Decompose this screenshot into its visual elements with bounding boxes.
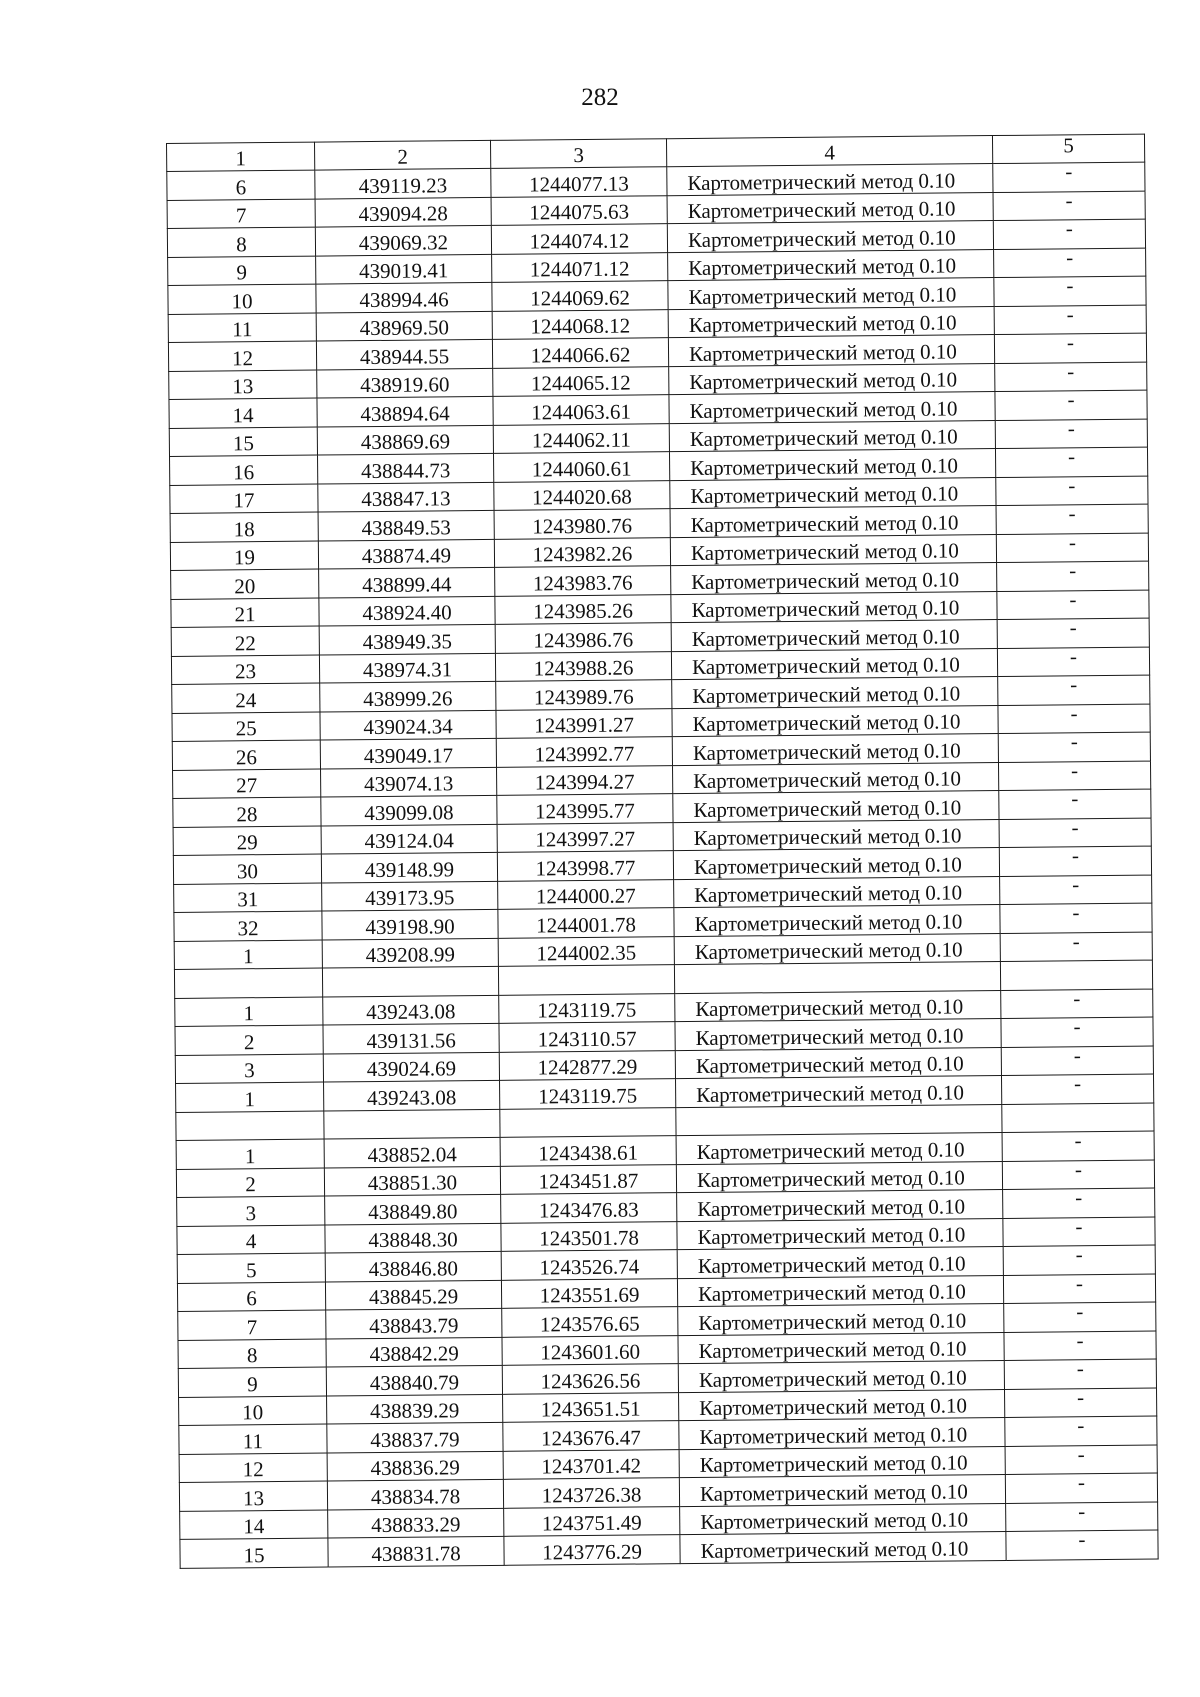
y-coordinate-cell — [498, 965, 674, 995]
y-coordinate-cell: 1243119.75 — [499, 993, 675, 1023]
method-cell: Картометрический метод 0.10 — [678, 1332, 1004, 1364]
y-coordinate-cell — [500, 1107, 676, 1137]
point-number-cell: 14 — [180, 1510, 328, 1540]
method-cell: Картометрический метод 0.10 — [668, 306, 994, 338]
note-cell: - — [1004, 1331, 1156, 1361]
point-number-cell: 28 — [173, 797, 321, 827]
x-coordinate-cell: 438846.80 — [325, 1251, 501, 1281]
method-cell: Картометрический метод 0.10 — [674, 933, 1000, 965]
method-cell: Картометрический метод 0.10 — [673, 848, 999, 880]
point-number-cell — [174, 968, 322, 998]
x-coordinate-cell: 438899.44 — [319, 567, 495, 597]
method-cell — [676, 1104, 1002, 1136]
point-number-cell: 1 — [176, 1139, 324, 1169]
note-cell: - — [1005, 1445, 1157, 1475]
column-header: 3 — [490, 139, 666, 169]
x-coordinate-cell: 438839.29 — [327, 1394, 503, 1424]
y-coordinate-cell: 1244002.35 — [498, 936, 674, 966]
note-cell: - — [1005, 1416, 1157, 1446]
x-coordinate-cell — [324, 1109, 500, 1139]
x-coordinate-cell: 439148.99 — [321, 852, 497, 882]
x-coordinate-cell: 438834.78 — [327, 1479, 503, 1509]
note-cell: - — [1004, 1359, 1156, 1389]
note-cell: - — [996, 504, 1148, 534]
x-coordinate-cell: 438874.49 — [318, 539, 494, 569]
column-header: 1 — [167, 142, 315, 171]
y-coordinate-cell: 1244062.11 — [493, 423, 669, 453]
note-cell: - — [1000, 875, 1152, 905]
point-number-cell: 6 — [167, 170, 315, 200]
note-cell: - — [997, 647, 1149, 677]
point-number-cell: 3 — [177, 1196, 325, 1226]
x-coordinate-cell: 439049.17 — [320, 738, 496, 768]
x-coordinate-cell: 439094.28 — [315, 197, 491, 227]
x-coordinate-cell: 438851.30 — [324, 1166, 500, 1196]
note-cell: - — [995, 390, 1147, 420]
point-number-cell: 1 — [174, 940, 322, 970]
note-cell: - — [993, 162, 1145, 192]
method-cell: Картометрический метод 0.10 — [679, 1446, 1005, 1478]
point-number-cell: 30 — [173, 854, 321, 884]
point-number-cell: 17 — [170, 484, 318, 514]
x-coordinate-cell: 439131.56 — [323, 1023, 499, 1053]
method-cell: Картометрический метод 0.10 — [674, 876, 1000, 908]
note-cell: - — [1001, 1046, 1153, 1076]
x-coordinate-cell: 439099.08 — [321, 795, 497, 825]
note-cell: - — [998, 675, 1150, 705]
y-coordinate-cell: 1244065.12 — [493, 366, 669, 396]
point-number-cell: 29 — [173, 826, 321, 856]
note-cell: - — [993, 219, 1145, 249]
x-coordinate-cell: 438849.53 — [318, 510, 494, 540]
point-number-cell: 27 — [173, 769, 321, 799]
point-number-cell: 14 — [169, 398, 317, 428]
x-coordinate-cell: 438831.78 — [328, 1536, 504, 1566]
note-cell: - — [994, 248, 1146, 278]
note-cell: - — [993, 191, 1145, 221]
method-cell: Картометрический метод 0.10 — [679, 1418, 1005, 1450]
point-number-cell: 24 — [172, 683, 320, 713]
point-number-cell: 15 — [169, 427, 317, 457]
x-coordinate-cell: 439243.08 — [323, 995, 499, 1025]
note-cell: - — [999, 818, 1151, 848]
y-coordinate-cell: 1243776.29 — [504, 1535, 680, 1565]
note-cell: - — [996, 533, 1148, 563]
y-coordinate-cell: 1243110.57 — [499, 1022, 675, 1052]
y-coordinate-cell: 1243451.87 — [500, 1164, 676, 1194]
point-number-cell: 7 — [167, 199, 315, 229]
note-cell: - — [994, 305, 1146, 335]
method-cell: Картометрический метод 0.10 — [677, 1218, 1003, 1250]
column-header: 4 — [666, 136, 992, 167]
point-number-cell: 2 — [175, 1025, 323, 1055]
method-cell: Картометрический метод 0.10 — [677, 1190, 1003, 1222]
method-cell: Картометрический метод 0.10 — [677, 1275, 1003, 1307]
y-coordinate-cell: 1244020.68 — [494, 480, 670, 510]
y-coordinate-cell: 1242877.29 — [499, 1050, 675, 1080]
point-number-cell: 20 — [171, 569, 319, 599]
method-cell: Картометрический метод 0.10 — [679, 1475, 1005, 1507]
note-cell: - — [1002, 1131, 1154, 1161]
point-number-cell: 12 — [179, 1453, 327, 1483]
y-coordinate-cell: 1243551.69 — [501, 1278, 677, 1308]
y-coordinate-cell: 1244074.12 — [491, 224, 667, 254]
method-cell: Картометрический метод 0.10 — [671, 648, 997, 680]
y-coordinate-cell: 1243988.26 — [495, 651, 671, 681]
x-coordinate-cell: 439019.41 — [316, 254, 492, 284]
y-coordinate-cell: 1243992.77 — [496, 737, 672, 767]
y-coordinate-cell: 1243438.61 — [500, 1136, 676, 1166]
y-coordinate-cell: 1244071.12 — [492, 252, 668, 282]
y-coordinate-cell: 1243576.65 — [502, 1307, 678, 1337]
method-cell: Картометрический метод 0.10 — [670, 534, 996, 566]
x-coordinate-cell: 438944.55 — [316, 339, 492, 369]
method-cell: Картометрический метод 0.10 — [676, 1076, 1002, 1108]
y-coordinate-cell: 1243991.27 — [496, 708, 672, 738]
method-cell — [674, 962, 1000, 994]
point-number-cell: 11 — [179, 1424, 327, 1454]
point-number-cell: 5 — [177, 1253, 325, 1283]
method-cell: Картометрический метод 0.10 — [674, 905, 1000, 937]
x-coordinate-cell: 438919.60 — [317, 368, 493, 398]
method-cell: Картометрический метод 0.10 — [676, 1161, 1002, 1193]
method-cell: Картометрический метод 0.10 — [669, 392, 995, 424]
x-coordinate-cell: 438924.40 — [319, 596, 495, 626]
x-coordinate-cell: 439069.32 — [315, 225, 491, 255]
point-number-cell: 13 — [169, 370, 317, 400]
note-cell: - — [995, 419, 1147, 449]
point-number-cell: 16 — [170, 455, 318, 485]
method-cell: Картометрический метод 0.10 — [667, 192, 993, 224]
y-coordinate-cell: 1244000.27 — [498, 879, 674, 909]
y-coordinate-cell: 1244066.62 — [492, 338, 668, 368]
point-number-cell: 2 — [176, 1168, 324, 1198]
method-cell: Картометрический метод 0.10 — [668, 335, 994, 367]
x-coordinate-cell: 438844.73 — [318, 453, 494, 483]
note-cell: - — [1006, 1502, 1158, 1532]
y-coordinate-cell: 1244069.62 — [492, 281, 668, 311]
point-number-cell: 1 — [176, 1082, 324, 1112]
note-cell: - — [998, 761, 1150, 791]
method-cell: Картометрический метод 0.10 — [678, 1361, 1004, 1393]
note-cell: - — [1001, 989, 1153, 1019]
method-cell: Картометрический метод 0.10 — [673, 791, 999, 823]
point-number-cell: 7 — [178, 1310, 326, 1340]
coordinates-sheet — [166, 134, 1158, 1569]
y-coordinate-cell: 1243989.76 — [496, 680, 672, 710]
note-cell: - — [997, 590, 1149, 620]
x-coordinate-cell: 439024.69 — [323, 1052, 499, 1082]
y-coordinate-cell: 1243701.42 — [503, 1449, 679, 1479]
method-cell: Картометрический метод 0.10 — [672, 677, 998, 709]
point-number-cell: 31 — [174, 883, 322, 913]
note-cell: - — [1001, 1017, 1153, 1047]
note-cell: - — [1006, 1530, 1158, 1560]
y-coordinate-cell: 1243986.76 — [495, 623, 671, 653]
method-cell: Картометрический метод 0.10 — [671, 591, 997, 623]
x-coordinate-cell: 439124.04 — [321, 824, 497, 854]
column-header: 5 — [992, 134, 1144, 163]
y-coordinate-cell: 1243476.83 — [501, 1193, 677, 1223]
note-cell: - — [1003, 1245, 1155, 1275]
point-number-cell: 23 — [171, 655, 319, 685]
method-cell: Картометрический метод 0.10 — [675, 1047, 1001, 1079]
method-cell: Картометрический метод 0.10 — [671, 620, 997, 652]
point-number-cell — [176, 1111, 324, 1141]
point-number-cell: 19 — [170, 541, 318, 571]
method-cell: Картометрический метод 0.10 — [667, 164, 993, 196]
y-coordinate-cell: 1243995.77 — [497, 794, 673, 824]
method-cell: Картометрический метод 0.10 — [680, 1532, 1006, 1564]
note-cell: - — [1004, 1302, 1156, 1332]
y-coordinate-cell: 1243985.26 — [495, 594, 671, 624]
x-coordinate-cell: 438949.35 — [319, 624, 495, 654]
column-header: 2 — [314, 140, 490, 170]
point-number-cell: 9 — [178, 1367, 326, 1397]
method-cell: Картометрический метод 0.10 — [673, 819, 999, 851]
x-coordinate-cell: 438837.79 — [327, 1422, 503, 1452]
y-coordinate-cell: 1243998.77 — [497, 851, 673, 881]
y-coordinate-cell: 1243983.76 — [495, 566, 671, 596]
note-cell: - — [997, 618, 1149, 648]
point-number-cell: 3 — [175, 1054, 323, 1084]
note-cell: - — [1003, 1188, 1155, 1218]
note-cell: - — [1003, 1274, 1155, 1304]
method-cell: Картометрический метод 0.10 — [670, 506, 996, 538]
point-number-cell: 8 — [178, 1339, 326, 1369]
note-cell: - — [995, 447, 1147, 477]
x-coordinate-cell: 439208.99 — [322, 938, 498, 968]
y-coordinate-cell: 1243751.49 — [504, 1506, 680, 1536]
note-cell: - — [996, 476, 1148, 506]
x-coordinate-cell: 438843.79 — [326, 1308, 502, 1338]
x-coordinate-cell: 438840.79 — [326, 1365, 502, 1395]
x-coordinate-cell: 438849.80 — [325, 1194, 501, 1224]
point-number-cell: 8 — [167, 227, 315, 257]
point-number-cell: 13 — [179, 1481, 327, 1511]
y-coordinate-cell: 1243526.74 — [501, 1250, 677, 1280]
y-coordinate-cell: 1243982.26 — [494, 537, 670, 567]
x-coordinate-cell: 438847.13 — [318, 482, 494, 512]
point-number-cell: 18 — [170, 512, 318, 542]
method-cell: Картометрический метод 0.10 — [675, 1019, 1001, 1051]
y-coordinate-cell: 1243994.27 — [497, 765, 673, 795]
note-cell: - — [1005, 1473, 1157, 1503]
point-number-cell: 11 — [168, 313, 316, 343]
x-coordinate-cell: 438974.31 — [319, 653, 495, 683]
method-cell: Картометрический метод 0.10 — [668, 249, 994, 281]
method-cell: Картометрический метод 0.10 — [672, 762, 998, 794]
method-cell: Картометрический метод 0.10 — [672, 705, 998, 737]
method-cell: Картометрический метод 0.10 — [672, 734, 998, 766]
note-cell: - — [1000, 903, 1152, 933]
note-cell: - — [994, 276, 1146, 306]
y-coordinate-cell: 1244077.13 — [491, 167, 667, 197]
method-cell: Картометрический метод 0.10 — [669, 363, 995, 395]
page-number: 282 — [581, 84, 619, 111]
method-cell: Картометрический метод 0.10 — [675, 990, 1001, 1022]
method-cell: Картометрический метод 0.10 — [669, 449, 995, 481]
x-coordinate-cell: 439198.90 — [322, 909, 498, 939]
y-coordinate-cell: 1243726.38 — [503, 1478, 679, 1508]
x-coordinate-cell: 439173.95 — [322, 881, 498, 911]
x-coordinate-cell: 438845.29 — [325, 1280, 501, 1310]
y-coordinate-cell: 1244075.63 — [491, 195, 667, 225]
y-coordinate-cell: 1243980.76 — [494, 509, 670, 539]
note-cell: - — [997, 561, 1149, 591]
point-number-cell: 15 — [180, 1538, 328, 1568]
y-coordinate-cell: 1243997.27 — [497, 822, 673, 852]
x-coordinate-cell: 439074.13 — [321, 767, 497, 797]
point-number-cell: 12 — [168, 341, 316, 371]
point-number-cell: 9 — [168, 256, 316, 286]
table-body — [167, 159, 1158, 1568]
note-cell: - — [1004, 1388, 1156, 1418]
point-number-cell: 4 — [177, 1225, 325, 1255]
point-number-cell: 26 — [172, 740, 320, 770]
coordinates-table — [166, 134, 1159, 1569]
point-number-cell: 1 — [175, 997, 323, 1027]
y-coordinate-cell: 1244060.61 — [493, 452, 669, 482]
x-coordinate-cell: 438869.69 — [317, 425, 493, 455]
y-coordinate-cell: 1243626.56 — [502, 1364, 678, 1394]
x-coordinate-cell: 439243.08 — [324, 1080, 500, 1110]
method-cell: Картометрический метод 0.10 — [679, 1389, 1005, 1421]
method-cell: Картометрический метод 0.10 — [678, 1304, 1004, 1336]
x-coordinate-cell — [322, 966, 498, 996]
y-coordinate-cell: 1244063.61 — [493, 395, 669, 425]
point-number-cell: 6 — [177, 1282, 325, 1312]
x-coordinate-cell: 438852.04 — [324, 1137, 500, 1167]
point-number-cell: 25 — [172, 712, 320, 742]
x-coordinate-cell: 438848.30 — [325, 1223, 501, 1253]
point-number-cell: 10 — [168, 284, 316, 314]
x-coordinate-cell: 438969.50 — [316, 311, 492, 341]
y-coordinate-cell: 1244001.78 — [498, 908, 674, 938]
y-coordinate-cell: 1243501.78 — [501, 1221, 677, 1251]
note-cell: - — [999, 789, 1151, 819]
point-number-cell: 32 — [174, 911, 322, 941]
y-coordinate-cell: 1243651.51 — [503, 1392, 679, 1422]
x-coordinate-cell: 439024.34 — [320, 710, 496, 740]
y-coordinate-cell: 1243601.60 — [502, 1335, 678, 1365]
method-cell: Картометрический метод 0.10 — [669, 420, 995, 452]
method-cell: Картометрический метод 0.10 — [667, 221, 993, 253]
note-cell: - — [998, 732, 1150, 762]
note-cell: - — [1001, 1074, 1153, 1104]
x-coordinate-cell: 438994.46 — [316, 282, 492, 312]
x-coordinate-cell: 438894.64 — [317, 396, 493, 426]
note-cell: - — [994, 333, 1146, 363]
x-coordinate-cell: 438833.29 — [328, 1508, 504, 1538]
point-number-cell: 10 — [179, 1396, 327, 1426]
note-cell: - — [1003, 1217, 1155, 1247]
note-cell: - — [995, 362, 1147, 392]
note-cell: - — [998, 704, 1150, 734]
method-cell: Картометрический метод 0.10 — [671, 563, 997, 595]
method-cell: Картометрический метод 0.10 — [677, 1247, 1003, 1279]
method-cell: Картометрический метод 0.10 — [680, 1503, 1006, 1535]
x-coordinate-cell: 438836.29 — [327, 1451, 503, 1481]
x-coordinate-cell: 438842.29 — [326, 1337, 502, 1367]
point-number-cell: 22 — [171, 626, 319, 656]
method-cell: Картометрический метод 0.10 — [670, 477, 996, 509]
note-cell: - — [1000, 932, 1152, 962]
y-coordinate-cell: 1244068.12 — [492, 309, 668, 339]
y-coordinate-cell: 1243119.75 — [500, 1079, 676, 1109]
x-coordinate-cell: 438999.26 — [320, 681, 496, 711]
note-cell: - — [999, 846, 1151, 876]
note-cell: - — [1002, 1160, 1154, 1190]
x-coordinate-cell: 439119.23 — [315, 168, 491, 198]
y-coordinate-cell: 1243676.47 — [503, 1421, 679, 1451]
method-cell: Картометрический метод 0.10 — [676, 1133, 1002, 1165]
point-number-cell: 21 — [171, 598, 319, 628]
method-cell: Картометрический метод 0.10 — [668, 278, 994, 310]
